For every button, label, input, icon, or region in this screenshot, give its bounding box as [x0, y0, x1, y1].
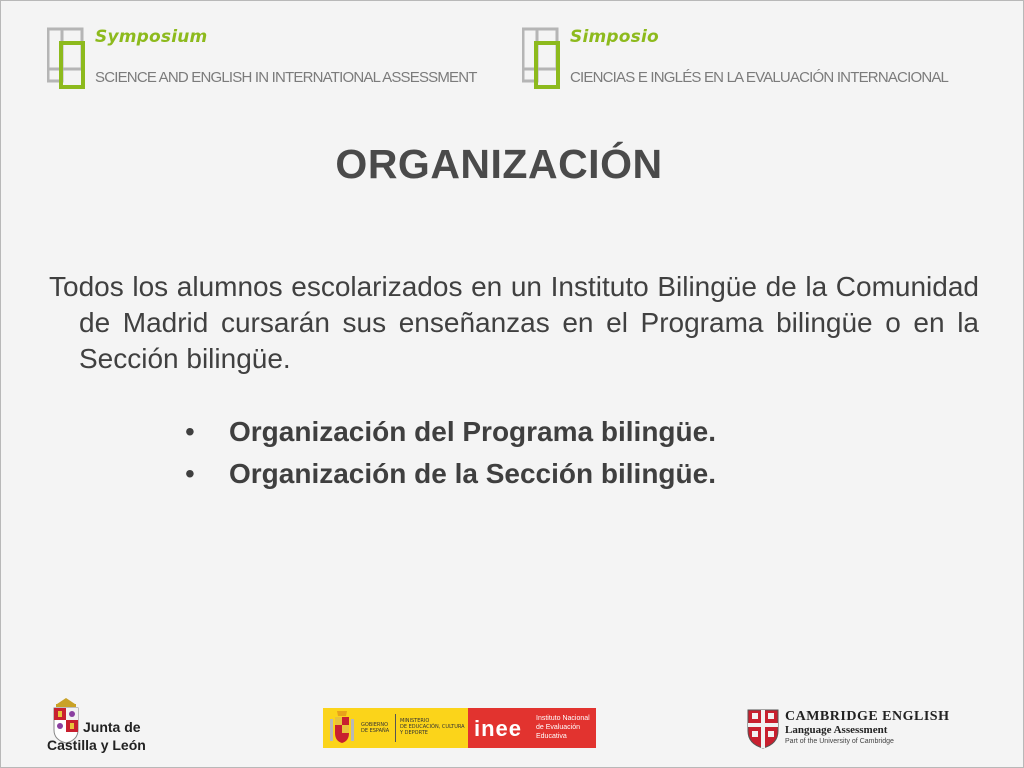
- junta-text: [47, 718, 146, 754]
- bullet-text: Organización del Programa bilingüe.: [229, 416, 716, 447]
- cambridge-line2: Language Assessment: [785, 724, 888, 736]
- intro-paragraph: Todos los alumnos escolarizados en un Instituto Bilingüe de la Comunidad de Madrid cursarán sus enseñanzas en el Programa bilingüe o en la Sección bilingüe.: [49, 271, 979, 374]
- ministerio-logo: [323, 708, 468, 748]
- symposium-subtitle: SCIENCE AND ENGLISH IN INTERNATIONAL ASSESSMENT: [95, 69, 477, 86]
- symposium-logo-icon: [47, 25, 97, 91]
- inee-word: inee: [474, 716, 523, 741]
- inee-desc: Instituto Nacional de Evaluación Educativa: [536, 715, 590, 740]
- symposium-title: Symposium: [95, 27, 208, 47]
- cambridge-shield-icon: [747, 709, 779, 749]
- bullet-icon: •: [185, 416, 195, 447]
- cambridge-line3: Part of the University of Cambridge: [785, 738, 894, 745]
- simposio-logo-icon: [522, 25, 572, 91]
- bullet-list: [181, 411, 716, 495]
- simposio-subtitle: CIENCIAS E INGLÉS EN LA EVALUACIÓN INTERNACIONAL: [570, 69, 949, 86]
- gov-text: GOBIERNO DE ESPAÑA: [361, 722, 390, 734]
- junta-line2: Castilla y León: [47, 737, 146, 753]
- gov-divider: [395, 714, 396, 742]
- bullet-text: Organización de la Sección bilingüe.: [229, 458, 716, 489]
- bullet-item-programa: [181, 411, 716, 453]
- cambridge-line1: CAMBRIDGE ENGLISH: [785, 709, 950, 724]
- junta-line1: Junta de: [83, 719, 141, 735]
- simposio-title: Simposio: [570, 27, 659, 47]
- junta-logo: [47, 698, 177, 760]
- bullet-item-seccion: [181, 453, 716, 495]
- slide-title: ORGANIZACIÓN: [335, 141, 663, 187]
- ministerio-text: MINISTERIO DE EDUCACIÓN, CULTURA Y DEPORTE: [400, 718, 465, 736]
- cambridge-logo: [747, 707, 977, 751]
- inee-logo: [468, 708, 596, 748]
- spain-coat-of-arms-icon: [329, 711, 355, 745]
- bullet-icon: •: [185, 458, 195, 489]
